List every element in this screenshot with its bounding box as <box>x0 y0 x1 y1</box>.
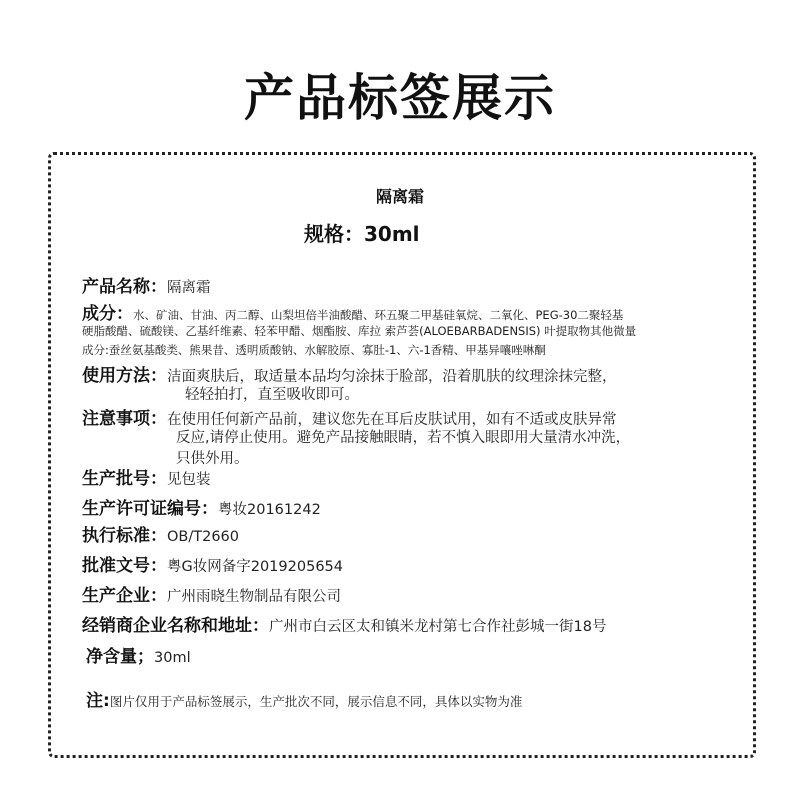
field-value: 见包装 <box>167 472 211 488</box>
ingredients-line: 水、矿油、甘油、丙二醇、山梨坦倍半油酸醋、环五聚二甲基硅氧烷、二氧化、PEG-30二聚轻基 <box>133 308 624 322</box>
notes-line: 只供外用。 <box>176 451 249 467</box>
field-distributor <box>82 611 606 636</box>
field-value: OB/T2660 <box>167 529 240 545</box>
footnote-label: 注: <box>86 691 110 711</box>
field-label: 生产批号： <box>82 469 167 489</box>
usage-line: 轻轻拍打，直至吸收即可。 <box>185 387 359 403</box>
field-label: 执行标准： <box>82 526 167 546</box>
field-ingredients <box>82 299 623 324</box>
notes-line: 在使用任何新产品前，建议您先在耳后皮肤试用，如有不适或皮肤异常 <box>167 412 617 428</box>
field-value: 广州市白云区太和镇米龙村第七合作社彭城一街18号 <box>269 619 607 635</box>
page-title: 产品标签展示 <box>244 69 556 127</box>
ingredients-line: 成分:蚕丝氨基酸类、熊果昔、透明质酸钠、水解胶原、寡肚-1、六-1香精、甲基异嚷唑啉酮 <box>82 343 546 357</box>
field-label: 生产企业： <box>82 586 167 606</box>
footnote-text: 图片仅用于产品标签展示，生产批次不同，展示信息不同，具体以实物为准 <box>109 694 523 709</box>
product-heading: 隔离霜 <box>375 187 424 206</box>
footnote <box>86 686 522 711</box>
field-label: 净含量； <box>86 647 154 667</box>
field-label: 注意事项： <box>82 409 167 429</box>
field-label: 经销商企业名称和地址： <box>82 616 269 636</box>
field-net <box>86 642 191 667</box>
field-standard <box>82 521 239 546</box>
field-license <box>82 494 321 519</box>
field-label: 批准文号： <box>82 556 167 576</box>
field-batch <box>82 464 211 489</box>
field-label: 成分： <box>82 304 133 324</box>
usage-line: 洁面爽肤后，取适量本品均匀涂抹于脸部，沿着肌肤的纹理涂抹完整， <box>167 369 617 385</box>
spec-text: 规格：30ml <box>304 222 420 246</box>
field-name <box>82 272 211 297</box>
field-value: 广州雨晓生物制品有限公司 <box>167 589 341 605</box>
field-value: 30ml <box>154 650 191 666</box>
field-value: 粤G妆网备字2019205654 <box>167 559 343 575</box>
field-value: 隔离霜 <box>167 280 211 296</box>
ingredients-line: 硬脂酸醋、硫酸镁、乙基纤维素、轻苯甲醋、烟酯胺、库拉 索芦荟(ALOEBARBADENSIS) 叶提取物其他微量 <box>82 324 637 338</box>
field-label: 产品名称： <box>82 277 167 297</box>
field-approval <box>82 551 343 576</box>
field-label: 生产许可证编号： <box>82 499 218 519</box>
field-label: 使用方法： <box>82 366 167 386</box>
field-manufacturer <box>82 581 341 606</box>
field-value: 粤妆20161242 <box>218 502 321 518</box>
notes-line: 反应,请停止使用。避免产品接触眼睛，若不慎入眼即用大量清水冲洗， <box>176 430 631 446</box>
